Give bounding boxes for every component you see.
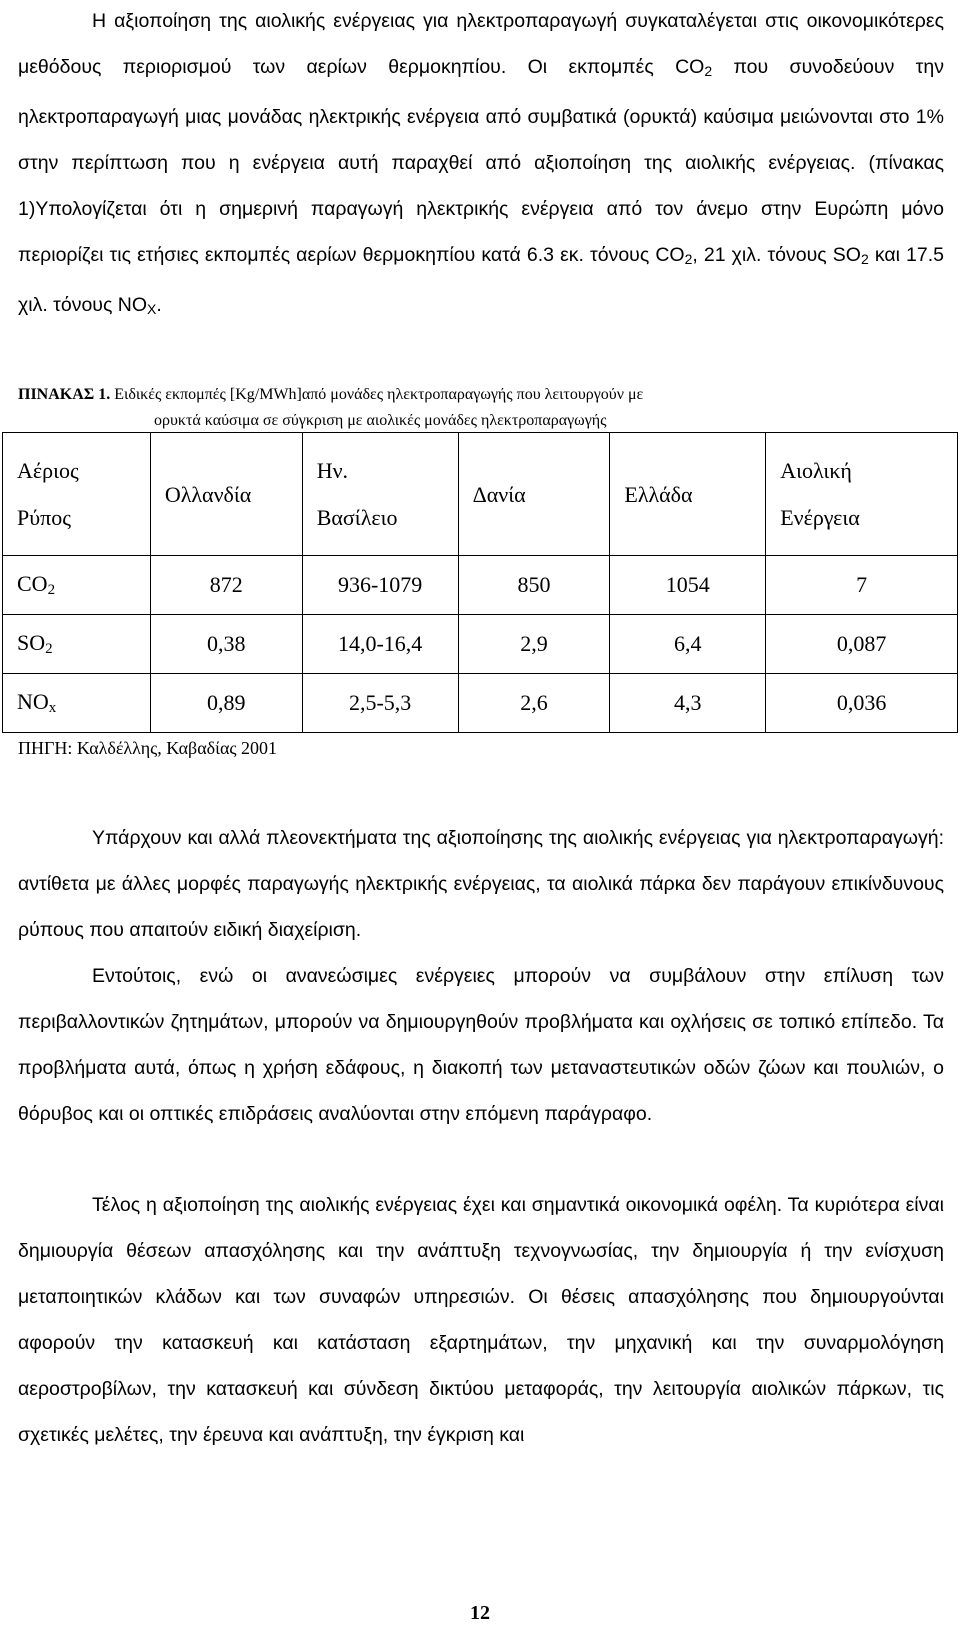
page-number: 12	[470, 1602, 490, 1624]
value-cell: 2,5-5,3	[302, 674, 458, 733]
emissions-table	[2, 432, 958, 733]
body-paragraph: Τέλος η αξιοποίηση της αιολικής ενέργειας έχει και σημαντικά οικονομικά οφέλη. Τα κυριότερα είναι δημιουργία θέσεων απασχόλησης και την ανάπτυξη τεχνογνωσίας, την δημιουργία ή την ενίσχυση μεταποιητικών κλάδων και των συναφών υπηρεσιών. Οι θέσεις απασχόλησης που δημιουργούνται αφορούν την κατασκευή και κατάσταση εξαρτημάτων, την μηχανική και την συναρμολόγηση αεροστροβίλων, την κατασκευή και σύνδεση δικτύου μεταφοράς, την λειτουργία αιολικών πάρκων, τις σχετικές μελέτες, την έρευνα και ανάπτυξη, την έγκριση και	[18, 1194, 944, 1446]
gas-cell: $SO_2$	[3, 615, 151, 674]
table-caption-label: ΠΙΝΑΚΑΣ 1.	[18, 386, 111, 403]
table-caption-line1: Ειδικές εκπομπές [Kg/MWh]από μονάδες ηλεκτροπαραγωγής που λειτουργούν με	[110, 386, 644, 403]
value-cell: 0,036	[766, 674, 958, 733]
table-row	[3, 556, 958, 615]
header-cell: Ολλανδία	[150, 433, 302, 556]
header-cell: Ελλάδα	[610, 433, 766, 556]
body-paragraph: Εντούτοις, ενώ οι ανανεώσιμες ενέργειες μπορούν να συμβάλουν στην επίλυση των περιβαλλοντικών ζητημάτων, μπορούν να δημιουργηθούν προβλήματα και οχλήσεις σε τοπικό επίπεδο. Τα προβλήματα αυτά, όπως η χρήση εδάφους, η διακοπή των μεταναστευτικών οδών ζώων και πουλιών, ο θόρυβος και οι οπτικές επιδράσεις αναλύονται στην επόμενη παράγραφο.	[18, 965, 944, 1125]
header-cell: Αέριος Ρύπος	[3, 433, 151, 556]
value-cell: 1054	[610, 556, 766, 615]
header-cell: Ην. Βασίλειο	[302, 433, 458, 556]
table-source: ΠΗΓΗ: Καλδέλλης, Καβαδίας 2001	[18, 738, 278, 758]
value-cell: 7	[766, 556, 958, 615]
value-cell: 0,89	[150, 674, 302, 733]
value-cell: 4,3	[610, 674, 766, 733]
table-header-row	[3, 433, 958, 556]
table-row	[3, 615, 958, 674]
table-caption	[18, 382, 944, 434]
value-cell: 0,38	[150, 615, 302, 674]
gas-cell: $CO_2$	[3, 556, 151, 615]
gas-cell: $NO_x$	[3, 674, 151, 733]
value-cell: 0,087	[766, 615, 958, 674]
table-caption-line2: ορυκτά καύσιμα σε σύγκριση με αιολικές μονάδες ηλεκτροπαραγωγής	[154, 412, 607, 429]
body-paragraph: Υπάρχουν και αλλά πλεονεκτήματα της αξιοποίησης της αιολικής ενέργειας για ηλεκτροπαραγωγή: αντίθετα με άλλες μορφές παραγωγής ηλεκτρικής ενέργειας, τα αιολικά πάρκα δεν παράγουν επικίνδυνους ρύπους που απαιτούν ειδική διαχείριση.	[18, 827, 944, 941]
value-cell: 2,9	[458, 615, 610, 674]
value-cell: 6,4	[610, 615, 766, 674]
header-cell: Δανία	[458, 433, 610, 556]
value-cell: 850	[458, 556, 610, 615]
value-cell: 872	[150, 556, 302, 615]
value-cell: 936-1079	[302, 556, 458, 615]
header-cell: Αιολική Ενέργεια	[766, 433, 958, 556]
value-cell: 14,0-16,4	[302, 615, 458, 674]
table-row	[3, 674, 958, 733]
intro-paragraph: Η αξιοποίηση της αιολικής ενέργειας για ηλεκτροπαραγωγή συγκαταλέγεται στις οικονομικότερες μεθόδους περιορισμού των αερίων θερμοκηπίου. Οι εκπομπές $CO_2$ που συνοδεύουν την ηλεκτροπαραγωγή μιας μονάδας ηλεκτρικής ενέργεια από συμβατικά (ορυκτά) καύσιμα μειώνονται στο 1% στην περίπτωση που η ενέργεια αυτή παραχθεί από αξιοποίηση της αιολικής ενέργειας. (πίνακας 1)Υπολογίζεται ότι η σημερινή παραγωγή ηλεκτρικής ενέργεια από τον άνεμο στην Ευρώπη μόνο περιορίζει τις ετήσιες εκπομπές αερίων θερμοκηπίου κατά 6.3 εκ. τόνους $CO_2$, 21 χιλ. τόνους $SO_2$ και 17.5 χιλ. τόνους $NO_X$.	[18, 10, 944, 317]
value-cell: 2,6	[458, 674, 610, 733]
